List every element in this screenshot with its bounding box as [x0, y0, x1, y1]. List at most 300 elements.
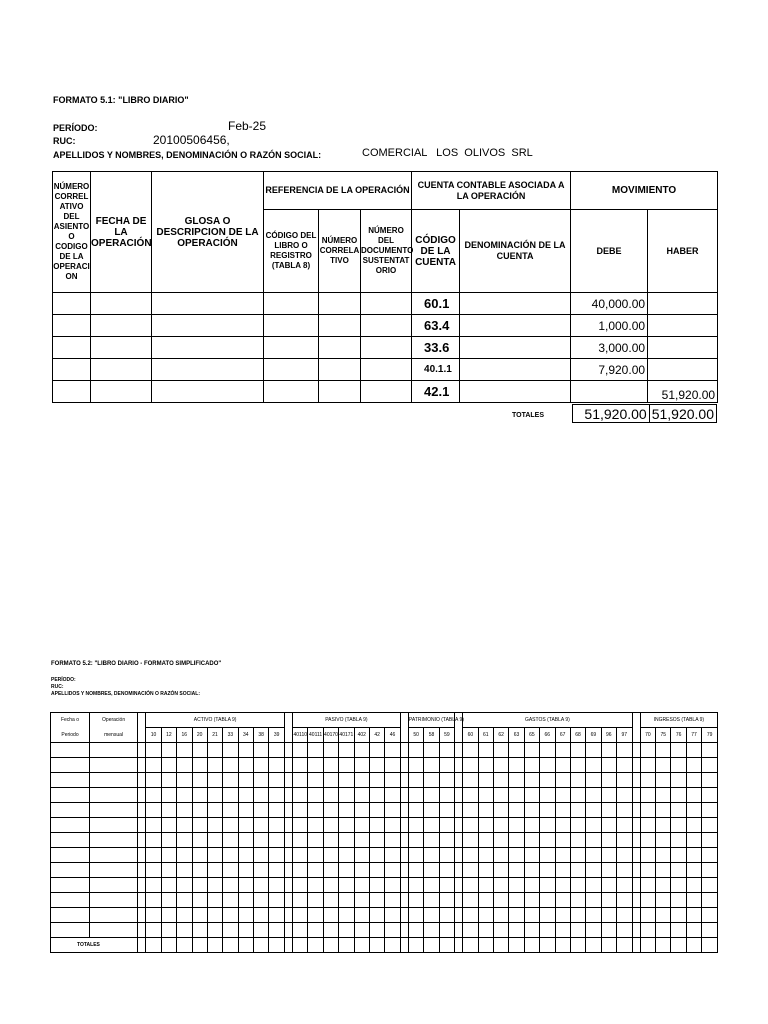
table-cell [161, 863, 176, 878]
table-cell [570, 878, 585, 893]
table-row [51, 773, 718, 788]
table-cell [540, 863, 555, 878]
table-cell [408, 818, 423, 833]
table-cell [339, 758, 354, 773]
table-cell [89, 803, 137, 818]
header-cuenta: CUENTA CONTABLE ASOCIADA A LA OPERACIÓN [412, 172, 571, 210]
table-cell [601, 818, 616, 833]
table-cell [177, 788, 192, 803]
table-cell [323, 908, 338, 923]
table-cell [463, 908, 478, 923]
table-cell [601, 938, 616, 953]
table-cell [586, 863, 601, 878]
table-cell [51, 833, 90, 848]
table-cell [509, 743, 524, 758]
table-cell [640, 818, 655, 833]
table-cell [702, 818, 718, 833]
table-cell [323, 773, 338, 788]
table-cell [284, 923, 292, 938]
table-cell [439, 938, 454, 953]
table-cell [369, 878, 384, 893]
table-cell [555, 833, 570, 848]
table-cell [51, 908, 90, 923]
table-cell [617, 923, 633, 938]
group-header-patrimonio: PATRIMONIO (TABLA 9) [408, 713, 454, 728]
table-cell [385, 893, 400, 908]
table-row [53, 293, 718, 315]
table-row [51, 833, 718, 848]
debe-cell: 3,000.00 [571, 337, 648, 359]
account-code-header: 38 [254, 728, 269, 743]
table-cell [207, 893, 222, 908]
table-cell [177, 803, 192, 818]
table-cell [293, 788, 308, 803]
table-cell [177, 743, 192, 758]
periodo-label: PERÍODO: [53, 123, 98, 133]
table-cell [339, 833, 354, 848]
table-cell [478, 848, 493, 863]
table-cell [494, 743, 509, 758]
codigo-cuenta-cell: 40.1.1 [412, 359, 460, 381]
table-cell [293, 878, 308, 893]
table-cell [284, 938, 292, 953]
table-cell [192, 923, 207, 938]
table-cell [223, 908, 238, 923]
table-cell [238, 788, 253, 803]
table-cell [284, 833, 292, 848]
table-cell [284, 818, 292, 833]
table-cell [478, 923, 493, 938]
total-haber: 51,920.00 [649, 405, 716, 423]
table-cell [192, 803, 207, 818]
account-code-header: 40171 [339, 728, 354, 743]
table-cell [494, 908, 509, 923]
table-cell [439, 743, 454, 758]
table-cell [339, 878, 354, 893]
table-cell [632, 803, 640, 818]
table-cell [207, 833, 222, 848]
operacion-header: Operación [89, 713, 137, 728]
table-cell [424, 893, 439, 908]
table-row [51, 908, 718, 923]
table-cell [494, 878, 509, 893]
table-cell [89, 758, 137, 773]
account-code-header: 402 [354, 728, 369, 743]
table-cell [463, 878, 478, 893]
fecha-header: Fecha o [51, 713, 90, 728]
table-cell [207, 938, 222, 953]
table-cell [223, 863, 238, 878]
table-cell [632, 818, 640, 833]
table-cell [555, 878, 570, 893]
codigo-cuenta-cell: 63.4 [412, 315, 460, 337]
table-cell [89, 863, 137, 878]
table-cell [586, 818, 601, 833]
table-cell [656, 908, 671, 923]
table-cell [509, 908, 524, 923]
table-cell [439, 923, 454, 938]
table-cell [223, 743, 238, 758]
table-cell [424, 833, 439, 848]
table-cell [354, 878, 369, 893]
group-header-activo: ACTIVO (TABLA 9) [146, 713, 284, 728]
table-cell [586, 893, 601, 908]
table-cell [555, 923, 570, 938]
table-cell [601, 923, 616, 938]
header-movimiento: MOVIMIENTO [571, 172, 718, 210]
group-spacer [138, 728, 146, 743]
table-cell [494, 893, 509, 908]
table-cell [323, 833, 338, 848]
table-cell [570, 833, 585, 848]
format2-ruc-label: RUC: [51, 684, 64, 690]
table-cell [146, 893, 161, 908]
totales-label: TOTALES [512, 412, 545, 419]
table-cell [617, 788, 633, 803]
table-cell [207, 803, 222, 818]
table-cell [269, 818, 284, 833]
table-cell [570, 773, 585, 788]
table-cell [308, 788, 323, 803]
header-numero-documento: NÚMERO DEL DOCUMENTO SUSTENTAT ORIO [361, 210, 412, 293]
table-cell [339, 923, 354, 938]
table-cell [656, 848, 671, 863]
table-cell [146, 803, 161, 818]
table-cell [51, 893, 90, 908]
table-cell [369, 848, 384, 863]
table-cell [671, 878, 686, 893]
account-code-header: 40110 [293, 728, 308, 743]
table-cell [308, 773, 323, 788]
table-cell [524, 938, 539, 953]
account-code-header: 96 [601, 728, 616, 743]
table-cell [51, 863, 90, 878]
debe-cell: 7,920.00 [571, 359, 648, 381]
table-cell [269, 833, 284, 848]
table-cell [385, 863, 400, 878]
table-cell [138, 788, 146, 803]
table-cell [702, 848, 718, 863]
table-cell [339, 848, 354, 863]
table-cell [400, 923, 408, 938]
table-cell [586, 773, 601, 788]
table-cell [656, 878, 671, 893]
table-cell [702, 773, 718, 788]
table-cell [671, 803, 686, 818]
table-cell [656, 788, 671, 803]
table-cell [323, 863, 338, 878]
table-cell [478, 938, 493, 953]
razon-label: APELLIDOS Y NOMBRES, DENOMINACIÓN O RAZÓN SOCIAL: [53, 150, 322, 160]
table-cell [223, 758, 238, 773]
ruc-value: 20100506456, [153, 133, 230, 147]
table-cell [617, 893, 633, 908]
table-cell [540, 788, 555, 803]
table-cell [424, 848, 439, 863]
table-cell [555, 758, 570, 773]
table-cell [400, 818, 408, 833]
table-cell [269, 908, 284, 923]
table-cell [177, 773, 192, 788]
table-cell [293, 773, 308, 788]
table-cell [146, 938, 161, 953]
account-code-header: 21 [207, 728, 222, 743]
table-cell [177, 893, 192, 908]
table-cell [455, 833, 463, 848]
table-cell [138, 758, 146, 773]
table-cell [254, 863, 269, 878]
table-cell [686, 803, 701, 818]
table-cell [408, 893, 423, 908]
table-cell [400, 773, 408, 788]
table-cell [632, 848, 640, 863]
table-cell [161, 923, 176, 938]
table-cell [686, 863, 701, 878]
table-cell [51, 848, 90, 863]
table-cell [439, 833, 454, 848]
table-cell [146, 773, 161, 788]
table-cell [408, 908, 423, 923]
table-cell [586, 743, 601, 758]
table-cell [570, 818, 585, 833]
table-cell [455, 803, 463, 818]
table-cell [686, 908, 701, 923]
table-cell [494, 923, 509, 938]
table-cell [161, 773, 176, 788]
table-cell [686, 743, 701, 758]
table-cell [308, 893, 323, 908]
table-cell [424, 878, 439, 893]
table-cell [617, 908, 633, 923]
table-cell [284, 743, 292, 758]
table-cell [702, 803, 718, 818]
table-cell [478, 773, 493, 788]
table-cell [308, 923, 323, 938]
table-cell [223, 818, 238, 833]
table-cell [323, 758, 338, 773]
table-cell [509, 803, 524, 818]
table-cell [494, 833, 509, 848]
header-numero-correlativo: NÚMERO CORRELA TIVO [319, 210, 361, 293]
table-cell [686, 788, 701, 803]
account-code-header: 46 [385, 728, 400, 743]
table-cell [656, 773, 671, 788]
totales-label: TOTALES [51, 938, 138, 953]
table-cell [284, 803, 292, 818]
table-cell [51, 878, 90, 893]
account-code-header: 67 [555, 728, 570, 743]
table-row [53, 315, 718, 337]
table-cell [369, 893, 384, 908]
table-cell [146, 878, 161, 893]
table-cell [207, 758, 222, 773]
table-row [51, 743, 718, 758]
table-cell [369, 818, 384, 833]
table-cell [323, 743, 338, 758]
header-denominacion: DENOMINACIÓN DE LA CUENTA [460, 210, 571, 293]
table-cell [509, 863, 524, 878]
table-cell [161, 893, 176, 908]
table-cell [408, 848, 423, 863]
table-row [51, 818, 718, 833]
table-cell [570, 923, 585, 938]
table-cell [540, 758, 555, 773]
table-cell [702, 938, 718, 953]
account-code-header: 58 [424, 728, 439, 743]
table-cell [509, 893, 524, 908]
totals-table [572, 404, 717, 423]
table-cell [570, 848, 585, 863]
table-cell [385, 878, 400, 893]
table-cell [570, 938, 585, 953]
table-cell [269, 743, 284, 758]
account-code-header: 68 [570, 728, 585, 743]
table-cell [89, 908, 137, 923]
table-cell [555, 848, 570, 863]
table-cell [656, 938, 671, 953]
table-row [51, 788, 718, 803]
account-code-header: 40170 [323, 728, 338, 743]
table-cell [702, 788, 718, 803]
table-cell [177, 878, 192, 893]
table-cell [385, 743, 400, 758]
account-code-header: 77 [686, 728, 701, 743]
table-cell [323, 878, 338, 893]
table-cell [702, 743, 718, 758]
account-code-header: 60 [463, 728, 478, 743]
table-cell [509, 773, 524, 788]
table-cell [632, 743, 640, 758]
account-code-header: 63 [509, 728, 524, 743]
table-cell [385, 848, 400, 863]
table-cell [540, 773, 555, 788]
table-cell [323, 848, 338, 863]
table-cell [207, 818, 222, 833]
table-cell [51, 923, 90, 938]
table-cell [284, 758, 292, 773]
table-cell [269, 788, 284, 803]
table-cell [369, 788, 384, 803]
table-cell [640, 893, 655, 908]
table-cell [463, 788, 478, 803]
table-cell [51, 818, 90, 833]
table-cell [369, 743, 384, 758]
table-cell [671, 908, 686, 923]
table-cell [424, 938, 439, 953]
table-cell [293, 938, 308, 953]
haber-cell [648, 337, 718, 359]
table-cell [138, 818, 146, 833]
table-cell [463, 758, 478, 773]
table-cell [601, 908, 616, 923]
table-cell [408, 743, 423, 758]
table-cell [478, 893, 493, 908]
table-cell [702, 863, 718, 878]
table-cell [308, 878, 323, 893]
table-cell [293, 863, 308, 878]
table-cell [385, 818, 400, 833]
table-cell [617, 758, 633, 773]
table-cell [89, 773, 137, 788]
header-glosa: GLOSA O DESCRIPCION DE LA OPERACIÓN [152, 172, 264, 293]
table-cell [439, 893, 454, 908]
table-cell [570, 758, 585, 773]
table-cell [293, 743, 308, 758]
mensual-header: mensual [89, 728, 137, 743]
table-cell [617, 878, 633, 893]
table-cell [138, 803, 146, 818]
table-cell [400, 848, 408, 863]
table-cell [308, 863, 323, 878]
table-cell [400, 893, 408, 908]
table-cell [323, 788, 338, 803]
table-cell [323, 923, 338, 938]
table-cell [369, 923, 384, 938]
table-cell [555, 938, 570, 953]
table-cell [509, 833, 524, 848]
table-cell [269, 848, 284, 863]
table-cell [254, 743, 269, 758]
header-haber: HABER [648, 210, 718, 293]
table-cell [146, 863, 161, 878]
table-cell [254, 758, 269, 773]
table-cell [555, 893, 570, 908]
table-cell [308, 803, 323, 818]
table-cell [632, 758, 640, 773]
header-fecha: FECHA DE LA OPERACIÓN [91, 172, 152, 293]
table-cell [284, 908, 292, 923]
table-cell [524, 803, 539, 818]
table-cell [455, 908, 463, 923]
table-cell [463, 833, 478, 848]
haber-cell [648, 315, 718, 337]
table-cell [161, 833, 176, 848]
table-cell [146, 923, 161, 938]
table-cell [138, 833, 146, 848]
table-cell [617, 803, 633, 818]
table-cell [269, 938, 284, 953]
table-cell [254, 818, 269, 833]
table-cell [671, 848, 686, 863]
table-cell [586, 803, 601, 818]
table-cell [51, 788, 90, 803]
table-cell [354, 893, 369, 908]
table-cell [424, 818, 439, 833]
table-cell [478, 743, 493, 758]
table-cell [656, 923, 671, 938]
table-cell [439, 773, 454, 788]
table-cell [308, 938, 323, 953]
table-cell [408, 863, 423, 878]
account-code-header: 66 [540, 728, 555, 743]
table-cell [238, 923, 253, 938]
table-cell [138, 848, 146, 863]
table-cell [640, 773, 655, 788]
table-cell [686, 818, 701, 833]
table-cell [671, 863, 686, 878]
total-debe: 51,920.00 [573, 405, 650, 423]
table-cell [161, 803, 176, 818]
table-cell [640, 743, 655, 758]
table-cell [354, 908, 369, 923]
table-cell [369, 833, 384, 848]
account-code-header: 10 [146, 728, 161, 743]
table-cell [455, 758, 463, 773]
table-cell [424, 758, 439, 773]
table-cell [138, 863, 146, 878]
account-code-header: 62 [494, 728, 509, 743]
table-cell [354, 863, 369, 878]
